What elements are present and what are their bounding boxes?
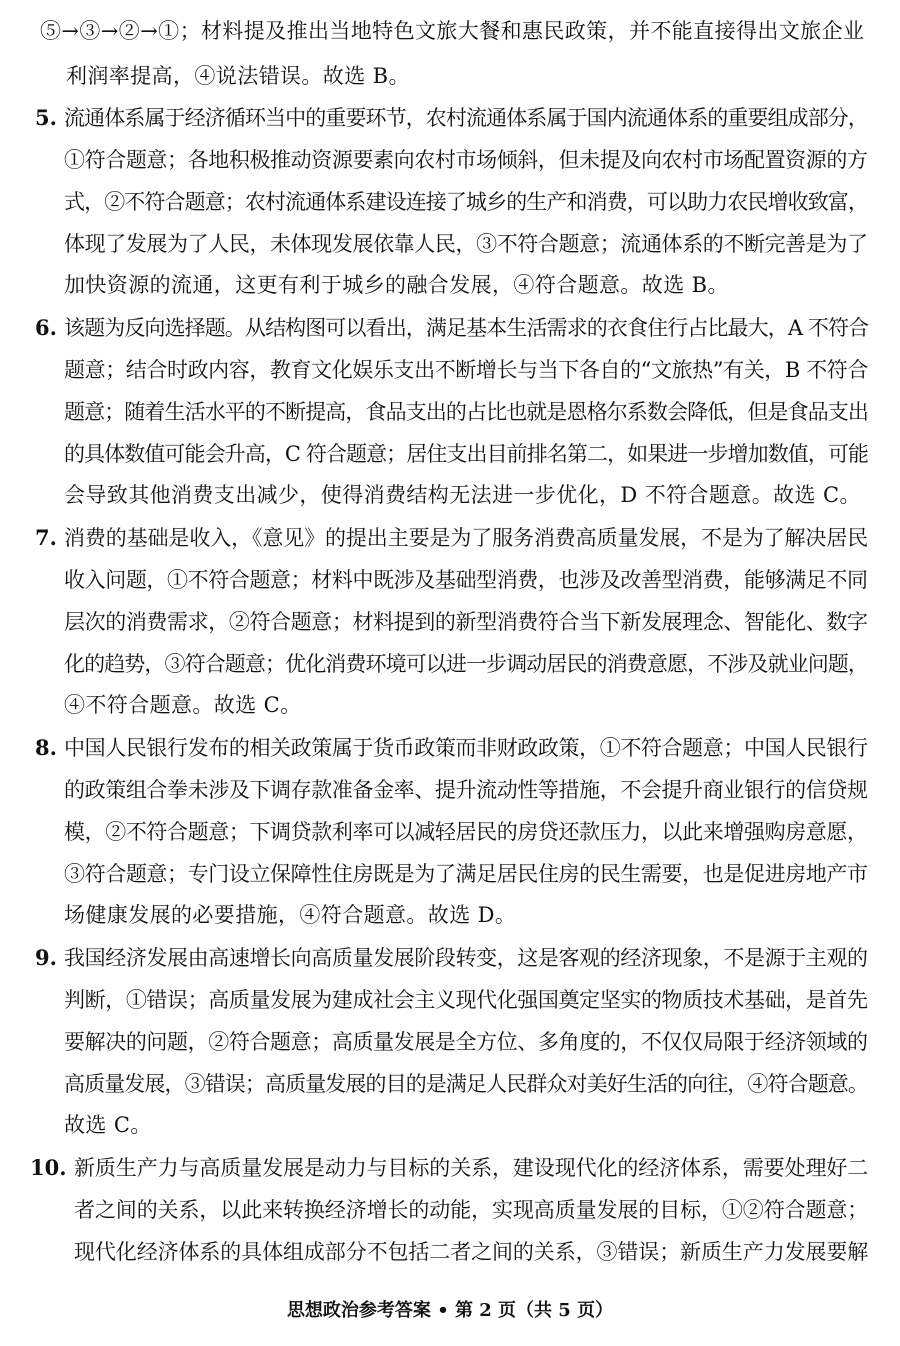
answer-line: 判断，①错误；高质量发展为建成社会主义现代化强国奠定坚实的物质技术基础，是首先: [64, 988, 868, 1012]
question-number: 5.: [35, 105, 57, 130]
answer-line: 收入问题，①不符合题意；材料中既涉及基础型消费，也涉及改善型消费，能够满足不同: [64, 568, 868, 592]
answer-line: 层次的消费需求，②符合题意；材料提到的新型消费符合当下新发展理念、智能化、数字: [64, 610, 868, 634]
answer-line: 式，②不符合题意；农村流通体系建设连接了城乡的生产和消费，可以助力农民增收致富，: [64, 190, 868, 214]
answer-line: 新质生产力与高质量发展是动力与目标的关系，建设现代化的经济体系，需要处理好二: [74, 1156, 869, 1180]
answer-line: 会导致其他消费支出减少，使得消费结构无法进一步优化，D 不符合题意。故选 C。: [64, 483, 861, 507]
page-footer: 思想政治参考答案 • 第 2 页（共 5 页）: [286, 1300, 614, 1321]
question-number: 8.: [35, 735, 57, 760]
answer-line: 者之间的关系，以此来转换经济增长的动能，实现高质量发展的目标，①②符合题意；: [74, 1198, 869, 1222]
answer-line: 要解决的问题，②符合题意；高质量发展是全方位、多角度的，不仅仅局限于经济领域的: [64, 1030, 868, 1054]
question-number: 7.: [35, 525, 57, 550]
answer-line: 化的趋势，③符合题意；优化消费环境可以进一步调动居民的消费意愿，不涉及就业问题，: [64, 652, 868, 676]
answer-line: 的政策组合拳未涉及下调存款准备金率、提升流动性等措施，不会提升商业银行的信贷规: [64, 778, 868, 802]
answer-line: 该题为反向选择题。从结构图可以看出，满足基本生活需求的衣食住行占比最大，A 不符合: [64, 316, 869, 340]
answer-line: ①符合题意；各地积极推动资源要素向农村市场倾斜，但未提及向农村市场配置资源的方: [64, 148, 868, 172]
answer-line: 消费的基础是收入，《意见》的提出主要是为了服务消费高质量发展，不是为了解决居民: [64, 526, 869, 550]
answer-line: 的具体数值可能会升高，C 符合题意；居住支出目前排名第二，如果进一步增加数值，可能: [64, 442, 869, 466]
answer-line: ④不符合题意。故选 C。: [64, 693, 302, 717]
answer-line: 场健康发展的必要措施，④符合题意。故选 D。: [64, 903, 517, 927]
answer-line: 中国人民银行发布的相关政策属于货币政策而非财政政策，①不符合题意；中国人民银行: [64, 736, 868, 760]
answer-line: 模，②不符合题意；下调贷款利率可以减轻居民的房贷还款压力，以此来增强购房意愿，: [64, 820, 868, 844]
answer-line: ③符合题意；专门设立保障性住房既是为了满足居民住房的民生需要，也是促进房地产市: [64, 862, 868, 886]
answer-line: 高质量发展，③错误；高质量发展的目的是满足人民群众对美好生活的向往，④符合题意。: [64, 1072, 868, 1096]
answer-line: 加快资源的流通，这更有利于城乡的融合发展，④符合题意。故选 B。: [64, 273, 729, 297]
question-number: 10.: [30, 1155, 67, 1180]
answer-line: ⑤→③→②→①；材料提及推出当地特色文旅大餐和惠民政策，并不能直接得出文旅企业: [40, 19, 865, 43]
question-number: 6.: [35, 315, 57, 340]
answer-line: 故选 C。: [64, 1113, 152, 1137]
answer-line: 我国经济发展由高速增长向高质量发展阶段转变，这是客观的经济现象，不是源于主观的: [64, 946, 868, 970]
answer-line: 现代化经济体系的具体组成部分不包括二者之间的关系，③错误；新质生产力发展要解: [74, 1240, 869, 1264]
answer-line: 题意；结合时政内容，教育文化娱乐支出不断增长与当下各自的“文旅热”有关，B 不符合: [64, 358, 868, 382]
answer-line: 体现了发展为了人民，未体现发展依靠人民，③不符合题意；流通体系的不断完善是为了: [64, 232, 868, 256]
question-number: 9.: [35, 945, 57, 970]
answer-line: 题意；随着生活水平的不断提高，食品支出的占比也就是恩格尔系数会降低，但是食品支出: [64, 400, 868, 424]
answer-line: 利润率提高，④说法错误。故选 B。: [66, 64, 410, 88]
answer-line: 流通体系属于经济循环当中的重要环节，农村流通体系属于国内流通体系的重要组成部分，: [64, 106, 868, 130]
